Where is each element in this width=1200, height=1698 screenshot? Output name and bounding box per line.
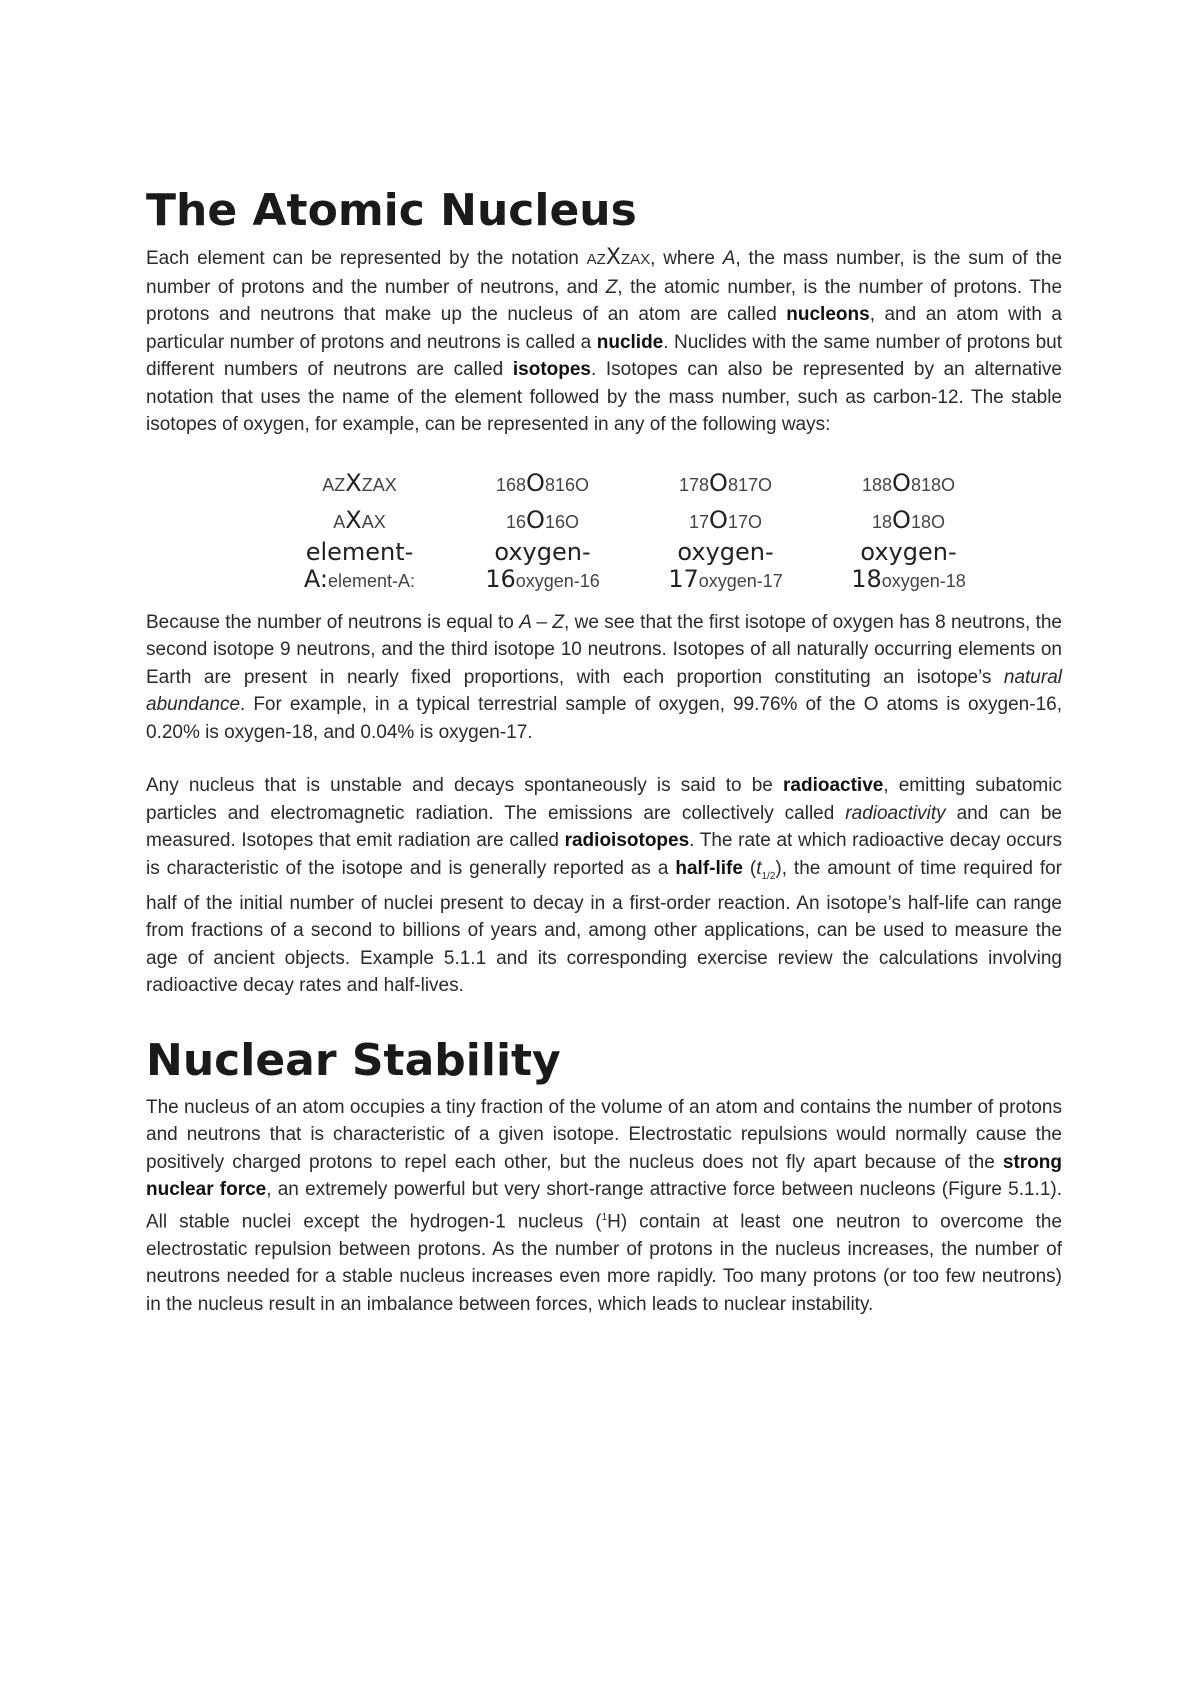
- notation-cell: [817, 502, 1000, 539]
- text: . The rate at which radioactive decay occurs is characteristic of the isotope and is generally reported as a: [146, 830, 1062, 879]
- cell-pre: 188: [862, 474, 893, 495]
- text: (: [742, 857, 757, 879]
- text: and can be measured. Isotopes that emit radiation are called: [146, 802, 1063, 851]
- notation-cell: [451, 465, 634, 502]
- cell-name: oxygen-: [494, 537, 591, 566]
- text: , and an atom with a particular number of protons and neutrons is called a: [146, 304, 1062, 353]
- text: . Isotopes can also be represented by an alternative notation that uses the name of the element followed by the mass number, such as carbon-12. The stable isotopes of oxygen, for example, can be represented in any of the following ways:: [146, 359, 1062, 435]
- cell-symbol: O: [526, 468, 545, 497]
- paragraph-notation: [146, 244, 1062, 439]
- cell-tail: element-A:: [328, 570, 416, 591]
- notation-small: AZ: [586, 251, 606, 268]
- hydrogen-symbol: H: [607, 1211, 621, 1233]
- cell-mass: 18: [851, 564, 882, 593]
- notation-cell: [451, 502, 634, 539]
- text: Any nucleus that is unstable and decays spontaneously is said to be: [146, 775, 783, 796]
- half-life-symbol: t: [756, 857, 762, 879]
- text: , where: [650, 248, 723, 269]
- text: , we see that the first isotope of oxygen has 8 neutrons, the second isotope 9 neutrons, and the third isotope 10 neutrons. Isotopes of all naturally occurring elements on Earth are present in nearly fixed proportions, with each proportion constituting an isotope’s: [146, 611, 1062, 688]
- cell-name: oxygen-: [860, 537, 957, 566]
- text: Because the number of neutrons is equal to: [146, 611, 520, 633]
- notation-cell: [634, 465, 817, 502]
- notation-row-name: [146, 539, 1062, 595]
- paragraph-radioactivity: [146, 772, 1062, 1000]
- text: ) contain at least one neutron to overcome the electrostatic repulsion between protons. As the number of protons in the nucleus increases, the number of neutrons needed for a stable nucleus increases even more rapidly. Too many protons (or too few neutrons) in the nucleus result in an imbalance between forces, which leads to nuclear instability.: [146, 1211, 1062, 1315]
- term-radioisotopes: radioisotopes: [564, 830, 690, 851]
- cell-name: element-: [305, 537, 414, 566]
- cell-pre: 17: [689, 511, 710, 532]
- term-strong-nuclear-force: strong nuclear force: [146, 1151, 1062, 1201]
- notation-tail: ZAX: [620, 251, 651, 268]
- term-half-life: half-life: [675, 857, 743, 879]
- term-nucleons: nucleons: [786, 304, 870, 325]
- paragraph-gap: [146, 746, 1062, 772]
- cell-post: 818O: [910, 474, 955, 495]
- term-natural-abundance: natural abundance: [146, 666, 1062, 715]
- hydrogen-mass-superscript: 1: [601, 1211, 608, 1223]
- cell-tail: oxygen-18: [881, 570, 966, 591]
- cell-mass: A:: [303, 564, 329, 593]
- document-content: [146, 184, 1062, 1318]
- notation-cell: [268, 502, 451, 539]
- text: ), the amount of time required for half of the initial number of nuclei present to decay in a first-order reaction. An isotope’s half-life can range from fractions of a second to billions of years and, among other applications, can be used to measure the age of ancient objects. Example 5.1.1 and its corresponding exercise review the calculations involving radioactive decay rates and half-lives.: [146, 857, 1063, 997]
- notation-cell: [268, 539, 451, 595]
- notation-row-full: [146, 465, 1062, 502]
- notation-cell: [634, 539, 817, 595]
- cell-symbol: X: [345, 468, 362, 497]
- text: The nucleus of an atom occupies a tiny fraction of the volume of an atom and contains the number of protons and neutrons that is characteristic of a given isotope. Electrostatic repulsions would normally cause the positively charged protons to repel each other, but the nucleus does not fly apart because of the: [146, 1096, 1062, 1173]
- var-a: A: [722, 248, 736, 269]
- text: Each element can be represented by the notation: [146, 248, 587, 269]
- text: , an extremely powerful but very short-range attractive force between nucleons (Figure 5.1.1). All stable nuclei except the hydrogen-1 nucleus (: [146, 1179, 1062, 1233]
- notation-cell: [268, 465, 451, 502]
- expression-a-minus-z: A – Z: [519, 611, 564, 633]
- cell-mass: 17: [668, 564, 699, 593]
- text: . For example, in a typical terrestrial sample of oxygen, 99.76% of the O atoms is oxygen-16, 0.20% is oxygen-18, and 0.04% is oxygen-17.: [146, 694, 1062, 743]
- notation-cell: [451, 539, 634, 595]
- cell-name: oxygen-: [677, 537, 774, 566]
- half-life-subscript: 1/2: [761, 870, 776, 882]
- cell-post: AX: [361, 511, 386, 532]
- cell-pre: A: [333, 511, 346, 532]
- var-z: Z: [605, 276, 618, 298]
- cell-post: 17O: [727, 511, 762, 532]
- term-radioactive: radioactive: [783, 775, 884, 796]
- cell-post: ZAX: [361, 474, 397, 495]
- cell-tail: oxygen-17: [698, 570, 783, 591]
- heading-nuclear-stability: Nuclear Stability: [146, 1034, 561, 1086]
- paragraph-abundance: [146, 609, 1062, 747]
- text: . Nuclides with the same number of protons but different numbers of neutrons are called: [146, 331, 1062, 380]
- cell-pre: 178: [679, 474, 710, 495]
- term-isotopes: isotopes: [512, 359, 591, 380]
- cell-pre: 16: [506, 511, 527, 532]
- cell-symbol: O: [526, 505, 545, 534]
- cell-post: 817O: [727, 474, 772, 495]
- cell-mass: 16: [485, 564, 516, 593]
- notation-row-mass: [146, 502, 1062, 539]
- notation-big: X: [605, 245, 621, 270]
- cell-symbol: X: [345, 505, 362, 534]
- term-radioactivity: radioactivity: [845, 802, 946, 824]
- cell-post: 816O: [544, 474, 589, 495]
- cell-pre: 168: [496, 474, 527, 495]
- term-nuclide: nuclide: [596, 331, 664, 353]
- text: , the mass number, is the sum of the number of protons and the number of neutrons, and: [146, 248, 1062, 298]
- notation-cell: [634, 502, 817, 539]
- cell-pre: AZ: [322, 474, 346, 495]
- cell-tail: oxygen-16: [515, 570, 600, 591]
- text: , emitting subatomic particles and electromagnetic radiation. The emissions are collectively called: [146, 775, 1062, 824]
- cell-symbol: O: [709, 505, 728, 534]
- cell-symbol: O: [892, 468, 911, 497]
- heading-atomic-nucleus: The Atomic Nucleus: [146, 185, 637, 236]
- isotope-notation-table: [146, 465, 1062, 595]
- notation-cell: [817, 465, 1000, 502]
- paragraph-stability: [146, 1094, 1062, 1318]
- cell-pre: 18: [872, 511, 893, 532]
- cell-symbol: O: [892, 505, 911, 534]
- text: , the atomic number, is the number of protons. The protons and neutrons that make up the nucleus of an atom are called: [146, 276, 1063, 325]
- cell-post: 18O: [910, 511, 945, 532]
- cell-post: 16O: [544, 511, 579, 532]
- notation-cell: [817, 539, 1000, 595]
- cell-symbol: O: [709, 468, 728, 497]
